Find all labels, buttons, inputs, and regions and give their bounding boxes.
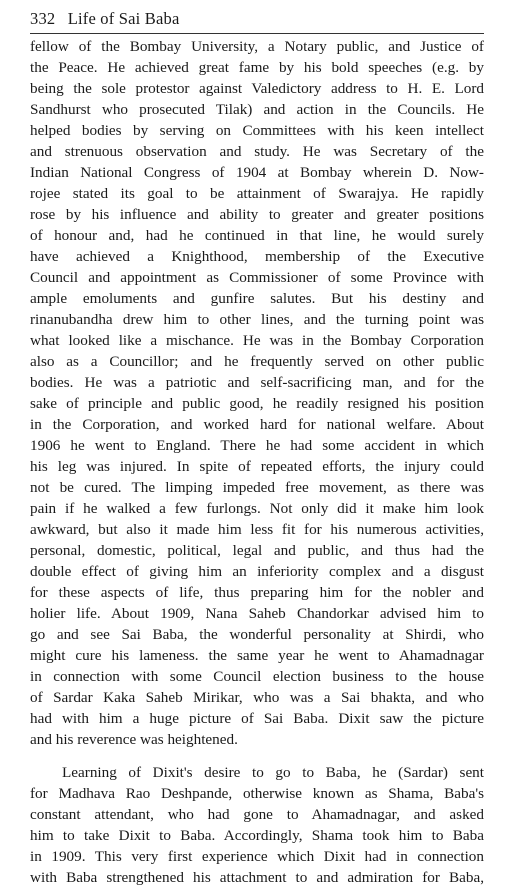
text-line: the Peace. He achieved great fame by his bold speeches (e.g. by [30, 59, 484, 76]
text-line: double effect of giving him an inferiority complex and a disgust [30, 563, 484, 580]
page-number: 332 [30, 9, 56, 28]
text-line: Council and appointment as Commissioner of some Province with [30, 269, 484, 286]
paragraph-gap [30, 750, 484, 762]
text-line: his leg was injured. In spite of repeated efforts, the injury could [30, 458, 484, 475]
text-line: holier life. About 1909, Nana Saheb Chandorkar advised him to [30, 605, 484, 622]
text-line: constant attendant, who had gone to Ahamadnagar, and asked [30, 806, 484, 823]
text-line: in 1909. This very first experience which Dixit had in connection [30, 848, 484, 865]
text-line: of Sardar Kaka Saheb Mirikar, who was a Sai bhakta, and who [30, 689, 484, 706]
text-line: have achieved a Knighthood, membership of the Executive [30, 248, 484, 265]
text-line: Indian National Congress of 1904 at Bombay wherein D. Now- [30, 164, 484, 181]
text-line: ample emoluments and gunfire salutes. But his destiny and [30, 290, 484, 307]
text-line: awkward, but also it made him less fit for his numerous activities, [30, 521, 484, 538]
text-line: 1906 he went to England. There he had some accident in which [30, 437, 484, 454]
text-line: him to take Dixit to Baba. Accordingly, Shama took him to Baba [30, 827, 484, 844]
text-line: Sandhurst who prosecuted Tilak) and action in the Councils. He [30, 101, 484, 118]
text-line: go and see Sai Baba, the wonderful personality at Shirdi, who [30, 626, 484, 643]
text-line: for these aspects of life, thus preparing him for the nobler and [30, 584, 484, 601]
text-line: might cure his lameness. the same year he went to Ahamadnagar [30, 647, 484, 664]
text-line: rose by his influence and ability to greater and greater positions [30, 206, 484, 223]
text-line: in connection with some Council election business to the house [30, 668, 484, 685]
paragraph [30, 762, 484, 888]
text-line: being the sole protestor against Valedictory address to H. E. Lord [30, 80, 484, 97]
text-line: sake of principle and public good, he readily resigned his position [30, 395, 484, 412]
text-line: helped bodies by serving on Committees with his keen intellect [30, 122, 484, 139]
text-line: rinanubandha drew him to other lines, and the turning point was [30, 311, 484, 328]
text-line: for Madhava Rao Deshpande, otherwise known as Shama, Baba's [30, 785, 484, 802]
text-line: what looked like a mischance. He was in the Bombay Corporation [30, 332, 484, 349]
text-line: fellow of the Bombay University, a Notary public, and Justice of [30, 38, 484, 55]
text-line: had with him a huge picture of Sai Baba. Dixit saw the picture [30, 710, 484, 727]
running-header [30, 9, 484, 29]
text-line: and strenuous observation and study. He was Secretary of the [30, 143, 484, 160]
text-line: also as a Councillor; and he frequently served on other public [30, 353, 484, 370]
text-line: personal, domestic, political, legal and public, and thus had the [30, 542, 484, 559]
text-line: not be cured. The limping impeded free movement, as there was [30, 479, 484, 496]
paragraph [30, 36, 484, 750]
text-line: rojee stated its goal to be attainment of Swarajya. He rapidly [30, 185, 484, 202]
text-line: and his reverence was heightened. [30, 731, 238, 748]
text-line: with Baba strengthened his attachment to and admiration for Baba, [30, 869, 484, 886]
text-line: in the Corporation, and worked hard for national welfare. About [30, 416, 484, 433]
running-title: Life of Sai Baba [67, 9, 180, 28]
text-line: of honour and, had he continued in that line, he would surely [30, 227, 484, 244]
text-line: pain if he walked a few furlongs. Not only did it make him look [30, 500, 484, 517]
text-line: Learning of Dixit's desire to go to Baba, he (Sardar) sent [62, 764, 484, 781]
body-text [30, 36, 484, 888]
text-line: bodies. He was a patriotic and self-sacrificing man, and for the [30, 374, 484, 391]
header-rule [30, 33, 484, 34]
